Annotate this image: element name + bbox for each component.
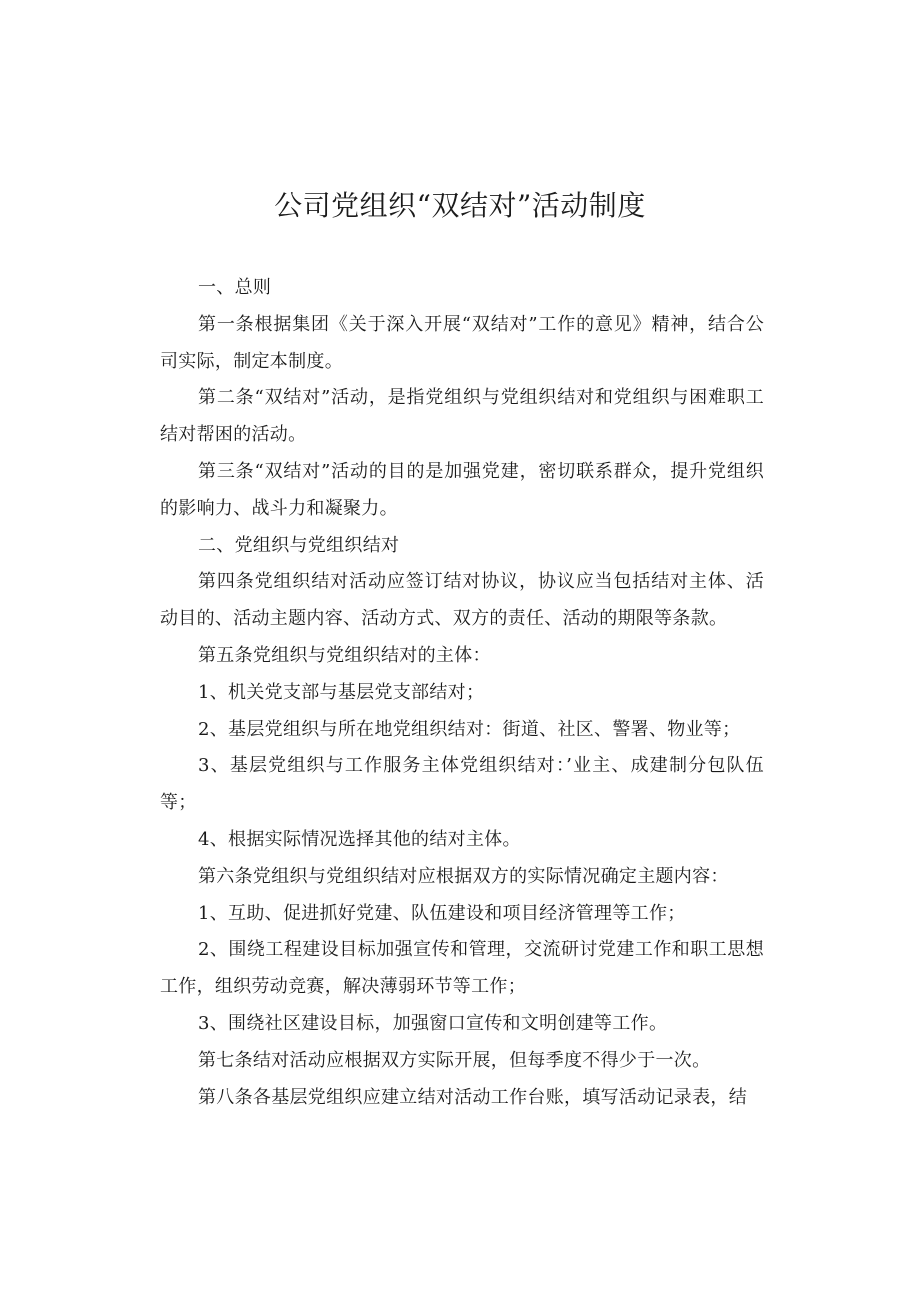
article-8: 第八条各基层党组织应建立结对活动工作台账，填写活动记录表，结 bbox=[198, 1086, 747, 1108]
article-1: 第一条根据集团《关于深入开展“双结对”工作的意见》精神，结合公司实际，制定本制度。 bbox=[160, 313, 764, 372]
article-6-item-3: 3、围绕社区建设目标，加强窗口宣传和文明创建等工作。 bbox=[198, 1012, 668, 1034]
article-3: 第三条“双结对”活动的目的是加强党建，密切联系群众，提升党组织的影响力、战斗力和凝聚力。 bbox=[160, 460, 764, 519]
article-4: 第四条党组织结对活动应签订结对协议，协议应当包括结对主体、活动目的、活动主题内容、活动方式、双方的责任、活动的期限等条款。 bbox=[160, 571, 764, 630]
article-5-item-3: 3、基层党组织与工作服务主体党组织结对：’业主、成建制分包队伍等； bbox=[160, 755, 764, 814]
article-5: 第五条党组织与党组织结对的主体： bbox=[198, 644, 491, 666]
article-5-item-1: 1、机关党支部与基层党支部结对； bbox=[198, 681, 485, 703]
article-5-item-2: 2、基层党组织与所在地党组织结对：街道、社区、警署、物业等； bbox=[198, 718, 741, 740]
article-6-item-2: 2、围绕工程建设目标加强宣传和管理，交流研讨党建工作和职工思想工作，组织劳动竞赛，解决薄弱环节等工作； bbox=[160, 939, 764, 998]
article-2: 第二条“双结对”活动，是指党组织与党组织结对和党组织与困难职工结对帮困的活动。 bbox=[160, 387, 764, 446]
section-heading-org-pairing: 二、党组织与党组织结对 bbox=[198, 534, 400, 556]
article-6-item-1: 1、互助、促进抓好党建、队伍建设和项目经济管理等工作； bbox=[198, 902, 686, 924]
article-6: 第六条党组织与党组织结对应根据双方的实际情况确定主题内容： bbox=[198, 865, 729, 887]
document-body bbox=[160, 270, 764, 1116]
section-heading-general: 一、总则 bbox=[198, 277, 272, 298]
article-7: 第七条结对活动应根据双方实际开展，但每季度不得少于一次。 bbox=[198, 1049, 711, 1071]
article-5-item-4: 4、根据实际情况选择其他的结对主体。 bbox=[198, 828, 521, 850]
document-title: 公司党组织“双结对”活动制度 bbox=[274, 189, 646, 222]
